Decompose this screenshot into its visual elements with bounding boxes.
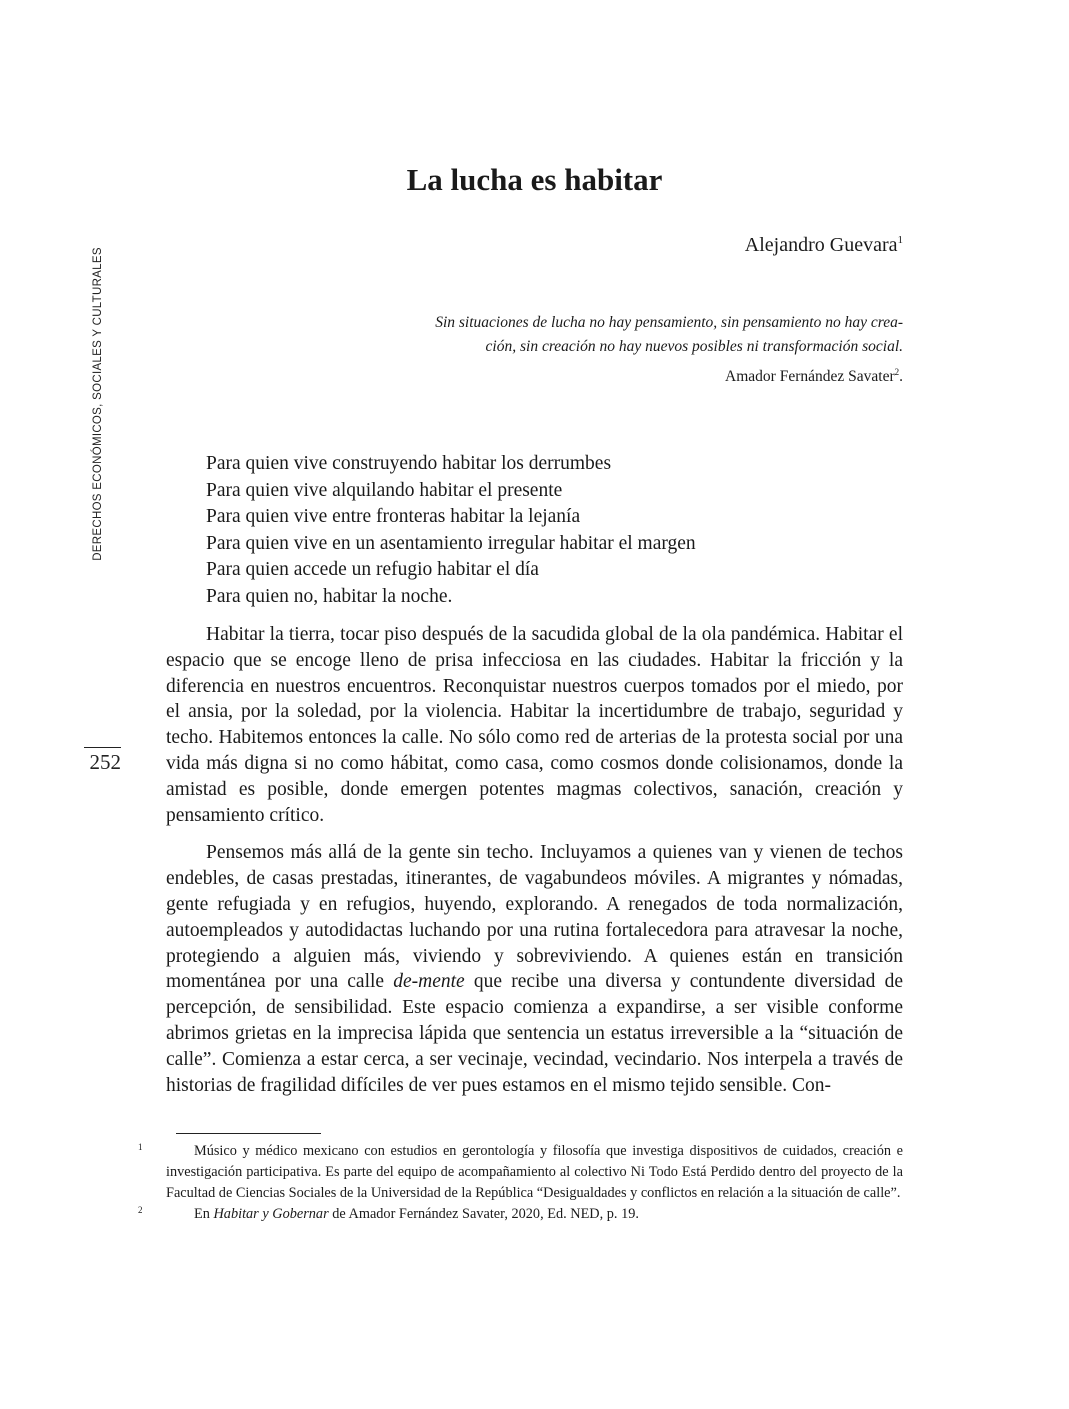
footnote-prefix: En [194,1206,214,1222]
epigraph-footnote-ref: 2 [894,367,900,377]
footnote-2 [138,1204,903,1225]
author-footnote-ref: 1 [897,234,903,246]
poem-line: Para quien accede un refugio habitar el día [206,559,539,580]
epigraph-source-suffix: . [899,368,903,385]
footnotes [138,1141,903,1225]
poem [206,451,856,610]
footnote-cited-title: Habitar y Gobernar [213,1206,329,1222]
poem-line: Para quien vive en un asentamiento irregular habitar el margen [206,532,696,554]
paragraph-2-text-a: Pensemos más allá de la gente sin techo. Incluyamos a quienes van y vienen de techos endebles, de casas prestadas, itinerantes, de vagabundeos móviles. A migrantes y nómadas, gente refugiada y en refugios, huyendo, explorando. A renegados de toda normalización, autoempleados y autodidactas luchando por una rutina fortalecedora para atravesar la noche, protegiendo a alguien más, viviendo y sobreviviendo. A quienes están en transición momentánea por una calle [166,842,903,993]
footnote-1 [138,1141,903,1204]
section-side-label: DERECHOS ECONÓMICOS, SOCIALES Y CULTURALES [92,247,104,561]
epigraph-line-1: Sin situaciones de lucha no hay pensamiento, sin pensamiento no hay crea- [435,314,903,331]
page-number-rule [84,747,121,748]
poem-line: Para quien vive entre fronteras habitar la lejanía [206,506,581,527]
epigraph-source [600,367,903,386]
epigraph-source-name: Amador Fernández Savater [725,368,895,385]
article-title: La lucha es habitar [406,162,663,197]
body-text [166,622,903,1110]
author-name: Alejandro Guevara [744,234,898,256]
epigraph-line-2: ción, sin creación no hay nuevos posibles ni transformación social. [485,338,903,355]
poem-line: Para quien no, habitar la noche. [206,585,453,607]
footnote-text: Músico y médico mexicano con estudios en gerontología y filosofía que investiga dispositivos de cuidados, creación e investigación participativa. Es parte del equipo de acompañamiento al colectivo Ni Todo Está Perdido dentro del proyecto de la Facultad de Ciencias Sociales de la Universidad de la República “Desigualdades y conflictos en relación a la situación de calle”. [166,1143,903,1201]
poem-line: Para quien vive alquilando habitar el presente [206,479,563,501]
footnote-separator [176,1133,321,1134]
paragraph-2-text-b: que recibe una diversa y contundente diversidad de percepción, de sensibilidad. Este espacio comienza a expandirse, a ser visible conforme abrimos grietas en la imprecisa lápida que sentencia un estatus irreversible a la “situación de calle”. Comienza a estar cerca, a ser vecinaje, vecindad, vecindario. Nos interpela a través de historias de fragilidad difíciles de ver pues estamos en el mismo tejido sensible. Con- [166,971,903,1096]
footnote-suffix: de Amador Fernández Savater, 2020, Ed. NED, p. 19. [328,1206,639,1222]
footnote-number: 2 [138,1205,143,1215]
epigraph [400,311,903,359]
poem-line: Para quien vive construyendo habitar los derrumbes [206,453,612,474]
paragraph-2-emphasis: de-mente [393,971,465,993]
paragraph-2 [166,840,903,1098]
paragraph-1: Habitar la tierra, tocar piso después de la sacudida global de la ola pandémica. Habitar el espacio que se encoge lleno de prisa infecciosa en las ciudades. Habitar la fricción y la diferencia en nuestros encuentros. Reconquistar nuestros cuerpos tomados por el miedo, por el ansia, por la soledad, por la violencia. Habitar la incertidumbre de trabajo, seguridad y techo. Habitemos entonces la calle. No sólo como red de arterias de la protesta social por una vida más digna si no como hábitat, como casa, como cosmos donde colisionamos, donde la amistad es posible, donde emergen potentes magmas colectivos, sanación, creación y pensamiento crítico. [166,624,903,826]
page-number: 252 [89,750,121,774]
author-line [600,234,903,257]
footnote-number: 1 [138,1142,143,1152]
